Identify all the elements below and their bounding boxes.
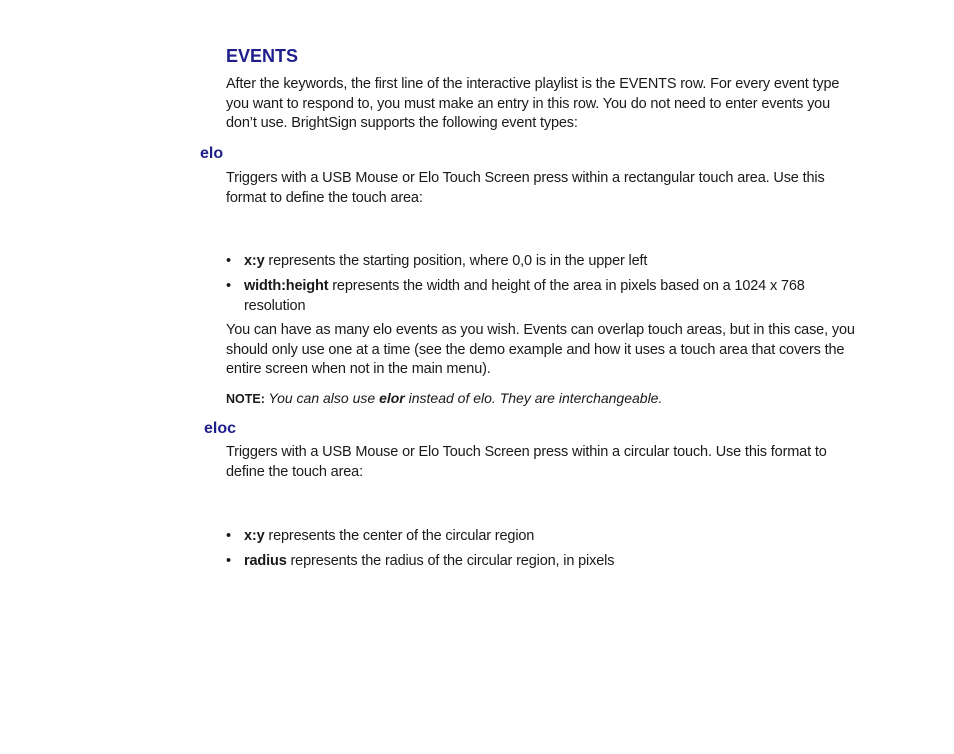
elo-heading: elo [200, 145, 224, 162]
elo-bullet-xy [226, 252, 846, 272]
note-text-pre: You can also use [264, 390, 380, 406]
bullet-term: width:height [244, 278, 329, 294]
eloc-description: Triggers with a USB Mouse or Elo Touch Screen press within a circular touch. Use this format to define the touch area: [226, 444, 827, 480]
bullet-text: represents the center of the circular region [264, 528, 535, 544]
note-label: NOTE: [226, 392, 265, 406]
eloc-heading: eloc [204, 420, 237, 437]
elo-bullet-width-height [226, 277, 846, 316]
bullet-text: represents the radius of the circular region, in pixels [286, 553, 615, 569]
bullet-term: x:y [244, 528, 265, 544]
elo-note [226, 389, 856, 409]
note-text-post: instead of elo. They are interchangeable. [404, 390, 663, 406]
bullet-term: radius [244, 553, 287, 569]
bullet-dot: • [226, 253, 231, 269]
elo-paragraph: You can have as many elo events as you wish. Events can overlap touch areas, but in this case, you should only use one at a time (see the demo example and how it uses a touch area that covers the entire screen when not in the main menu). [226, 322, 855, 378]
bullet-text: represents the starting position, where 0,0 is in the upper left [264, 253, 648, 269]
bullet-dot: • [226, 528, 231, 544]
bullet-text: represents the width and height of the area in pixels based on a 1024 x 768 resolution [244, 278, 805, 314]
bullet-dot: • [226, 278, 231, 294]
eloc-bullet-xy [226, 527, 846, 547]
events-heading: EVENTS [226, 46, 299, 66]
note-term: elor [379, 390, 405, 406]
bullet-term: x:y [244, 253, 265, 269]
events-intro: After the keywords, the first line of the interactive playlist is the EVENTS row. For every event type you want to respond to, you must make an entry in this row. You do not need to enter events you don’t use. BrightSign supports the following event types: [226, 76, 840, 132]
eloc-bullet-radius [226, 552, 846, 572]
bullet-dot: • [226, 553, 231, 569]
elo-description: Triggers with a USB Mouse or Elo Touch Screen press within a rectangular touch area. Use this format to define the touch area: [226, 170, 825, 206]
